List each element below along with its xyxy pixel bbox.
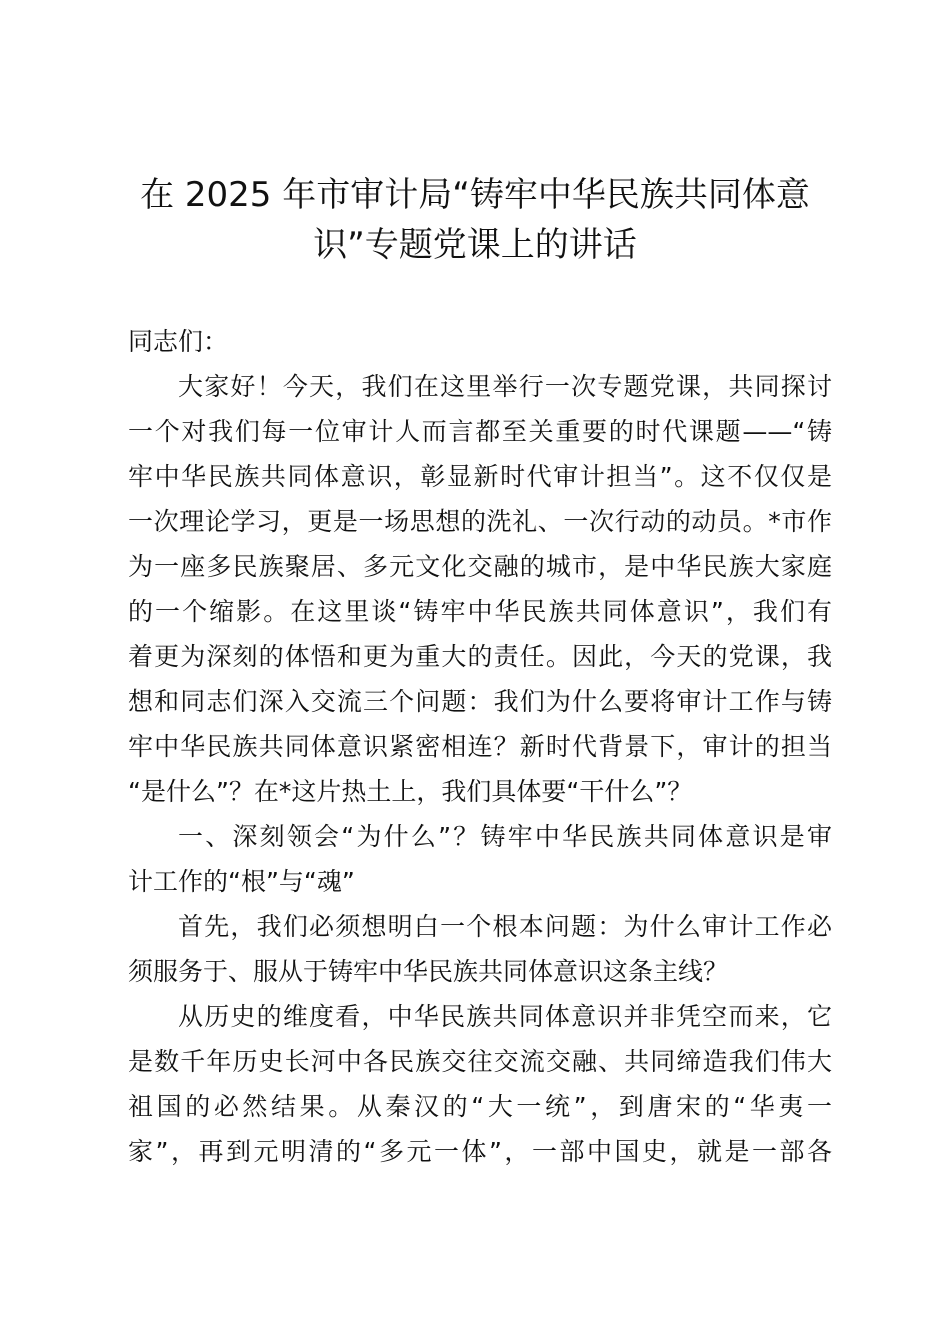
paragraph-line: 为一座多民族聚居、多元文化交融的城市，是中华民族大家庭 xyxy=(128,552,832,581)
paragraph-line: 着更为深刻的体悟和更为重大的责任。因此，今天的党课，我 xyxy=(128,642,832,671)
paragraph-line: 一个对我们每一位审计人而言都至关重要的时代课题——“铸 xyxy=(128,417,832,446)
paragraph-line: 从历史的维度看，中华民族共同体意识并非凭空而来，它 xyxy=(178,1002,832,1031)
paragraph-line: 是数千年历史长河中各民族交往交流交融、共同缔造我们伟大 xyxy=(128,1047,832,1076)
salutation: 同志们： xyxy=(128,327,229,356)
paragraph-line: 牢中华民族共同体意识，彰显新时代审计担当”。这不仅仅是 xyxy=(128,462,832,491)
paragraph-line: 一次理论学习，更是一场思想的洗礼、一次行动的动员。*市作 xyxy=(128,507,832,536)
paragraph-line: 祖国的必然结果。从秦汉的“大一统”，到唐宋的“华夷一 xyxy=(128,1092,832,1121)
document-title-line-1: 在 2025 年市审计局“铸牢中华民族共同体意 xyxy=(140,175,810,215)
paragraph-line: 牢中华民族共同体意识紧密相连？新时代背景下，审计的担当 xyxy=(128,732,832,761)
paragraph-line: 家”，再到元明清的“多元一体”，一部中国史，就是一部各 xyxy=(128,1137,832,1166)
document-body xyxy=(128,322,832,1177)
paragraph-line: 的一个缩影。在这里谈“铸牢中华民族共同体意识”，我们有 xyxy=(128,597,832,626)
paragraph-line: 大家好！今天，我们在这里举行一次专题党课，共同探讨 xyxy=(178,372,832,401)
paragraph-line: 须服务于、服从于铸牢中华民族共同体意识这条主线？ xyxy=(128,957,729,986)
section-heading-line: 一、深刻领会“为什么”？铸牢中华民族共同体意识是审 xyxy=(178,822,832,851)
section-heading-line: 计工作的“根”与“魂” xyxy=(128,867,355,896)
paragraph-line: 想和同志们深入交流三个问题：我们为什么要将审计工作与铸 xyxy=(128,687,832,716)
document-title-line-2: 识”专题党课上的讲话 xyxy=(313,225,637,265)
paragraph-line: 首先，我们必须想明白一个根本问题：为什么审计工作必 xyxy=(178,912,832,941)
paragraph-line: “是什么”？在*这片热土上，我们具体要“干什么”？ xyxy=(128,777,693,806)
